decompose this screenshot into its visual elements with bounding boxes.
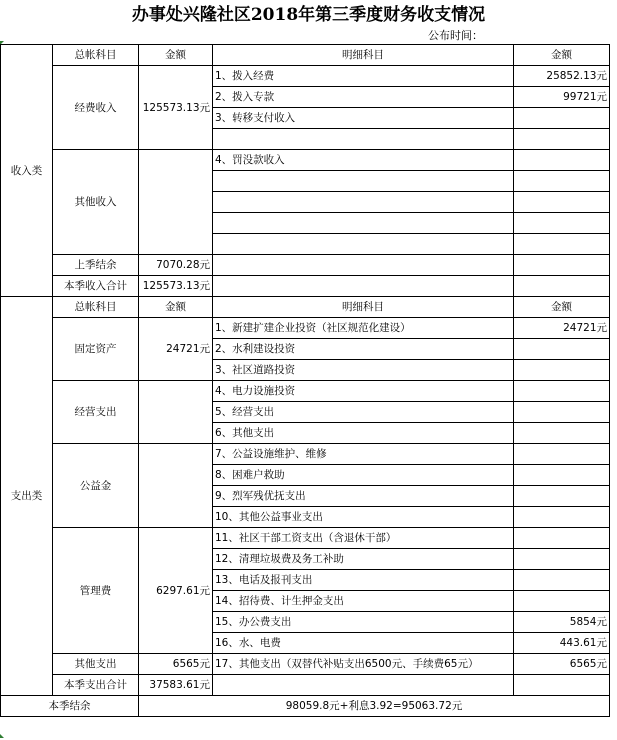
account-amount (139, 444, 213, 528)
detail-amount (514, 171, 610, 192)
account-amount (139, 150, 213, 255)
detail-amount (514, 465, 610, 486)
account-amount: 6297.61元 (139, 528, 213, 654)
detail-amount: 25852.13元 (514, 66, 610, 87)
header-detail-amount: 金额 (514, 45, 610, 66)
detail-amount (514, 360, 610, 381)
detail-amount (514, 486, 610, 507)
table-row (1, 444, 610, 465)
detail-item: 3、转移支付收入 (213, 108, 514, 129)
detail-amount (514, 402, 610, 423)
income-category-label: 收入类 (1, 45, 53, 297)
detail-amount (514, 108, 610, 129)
detail-item (213, 675, 514, 696)
account-name: 经营支出 (53, 381, 139, 444)
detail-item (213, 213, 514, 234)
table-row (1, 66, 610, 87)
account-name: 其他收入 (53, 150, 139, 255)
table-row (1, 318, 610, 339)
balance-label: 本季结余 (1, 696, 139, 717)
detail-item: 1、新建扩建企业投资（社区规范化建设） (213, 318, 514, 339)
last-balance-amount: 7070.28元 (139, 255, 213, 276)
detail-item: 10、其他公益事业支出 (213, 507, 514, 528)
table-row (1, 381, 610, 402)
table-row (1, 255, 610, 276)
detail-amount (514, 444, 610, 465)
account-amount (139, 381, 213, 444)
table-row (1, 45, 610, 66)
detail-amount (514, 675, 610, 696)
table-row (1, 528, 610, 549)
header-amount: 金额 (139, 297, 213, 318)
account-amount: 6565元 (139, 654, 213, 675)
detail-item: 12、清理垃圾费及务工补助 (213, 549, 514, 570)
detail-amount (514, 570, 610, 591)
last-balance-label: 上季结余 (53, 255, 139, 276)
expense-category-label: 支出类 (1, 297, 53, 696)
detail-item: 6、其他支出 (213, 423, 514, 444)
detail-item: 15、办公费支出 (213, 612, 514, 633)
detail-amount (514, 150, 610, 171)
publish-time-label: 公布时间： (428, 29, 483, 42)
account-amount: 24721元 (139, 318, 213, 381)
income-total-amount: 125573.13元 (139, 276, 213, 297)
detail-amount (514, 528, 610, 549)
finance-table (0, 44, 610, 717)
header-detail: 明细科目 (213, 45, 514, 66)
detail-amount (514, 129, 610, 150)
header-detail-amount: 金额 (514, 297, 610, 318)
header-account: 总帐科目 (53, 297, 139, 318)
detail-item: 16、水、电费 (213, 633, 514, 654)
detail-item (213, 234, 514, 255)
detail-amount: 24721元 (514, 318, 610, 339)
table-row (1, 276, 610, 297)
detail-amount (514, 192, 610, 213)
account-amount: 125573.13元 (139, 66, 213, 150)
detail-item: 17、其他支出（双替代补贴支出6500元、手续费65元） (213, 654, 514, 675)
detail-item: 13、电话及报刊支出 (213, 570, 514, 591)
account-name: 经费收入 (53, 66, 139, 150)
detail-amount (514, 591, 610, 612)
expense-total-label: 本季支出合计 (53, 675, 139, 696)
detail-amount (514, 423, 610, 444)
header-amount: 金额 (139, 45, 213, 66)
table-row (1, 654, 610, 675)
detail-amount: 6565元 (514, 654, 610, 675)
detail-amount: 99721元 (514, 87, 610, 108)
detail-item (213, 255, 514, 276)
detail-item: 4、电力设施投资 (213, 381, 514, 402)
detail-amount (514, 507, 610, 528)
account-name: 公益金 (53, 444, 139, 528)
balance-value: 98059.8元+利息3.92=95063.72元 (139, 696, 610, 717)
table-row (1, 150, 610, 171)
expense-total-amount: 37583.61元 (139, 675, 213, 696)
detail-amount: 443.61元 (514, 633, 610, 654)
detail-item: 1、拨入经费 (213, 66, 514, 87)
detail-item: 5、经营支出 (213, 402, 514, 423)
detail-amount (514, 549, 610, 570)
detail-amount: 5854元 (514, 612, 610, 633)
cell-corner-marker (0, 734, 4, 738)
header-detail: 明细科目 (213, 297, 514, 318)
header-account: 总帐科目 (53, 45, 139, 66)
page-title: 办事处兴隆社区2018年第三季度财务收支情况 (131, 5, 486, 25)
detail-item: 9、烈军残优抚支出 (213, 486, 514, 507)
detail-item (213, 171, 514, 192)
detail-item: 8、困难户救助 (213, 465, 514, 486)
detail-item (213, 276, 514, 297)
detail-item: 11、社区干部工资支出（含退休干部） (213, 528, 514, 549)
income-total-label: 本季收入合计 (53, 276, 139, 297)
detail-amount (514, 234, 610, 255)
detail-item: 2、水利建设投资 (213, 339, 514, 360)
detail-amount (514, 255, 610, 276)
detail-amount (514, 381, 610, 402)
account-name: 其他支出 (53, 654, 139, 675)
detail-item: 2、拨入专款 (213, 87, 514, 108)
detail-item: 3、社区道路投资 (213, 360, 514, 381)
table-row (1, 297, 610, 318)
account-name: 固定资产 (53, 318, 139, 381)
detail-amount (514, 213, 610, 234)
detail-item: 7、公益设施维护、维修 (213, 444, 514, 465)
account-name: 管理费 (53, 528, 139, 654)
table-row (1, 675, 610, 696)
detail-item (213, 129, 514, 150)
table-row (1, 696, 610, 717)
finance-table-body (1, 45, 610, 717)
detail-item: 4、罚没款收入 (213, 150, 514, 171)
detail-item: 14、招待费、计生押金支出 (213, 591, 514, 612)
detail-amount (514, 276, 610, 297)
detail-amount (514, 339, 610, 360)
detail-item (213, 192, 514, 213)
